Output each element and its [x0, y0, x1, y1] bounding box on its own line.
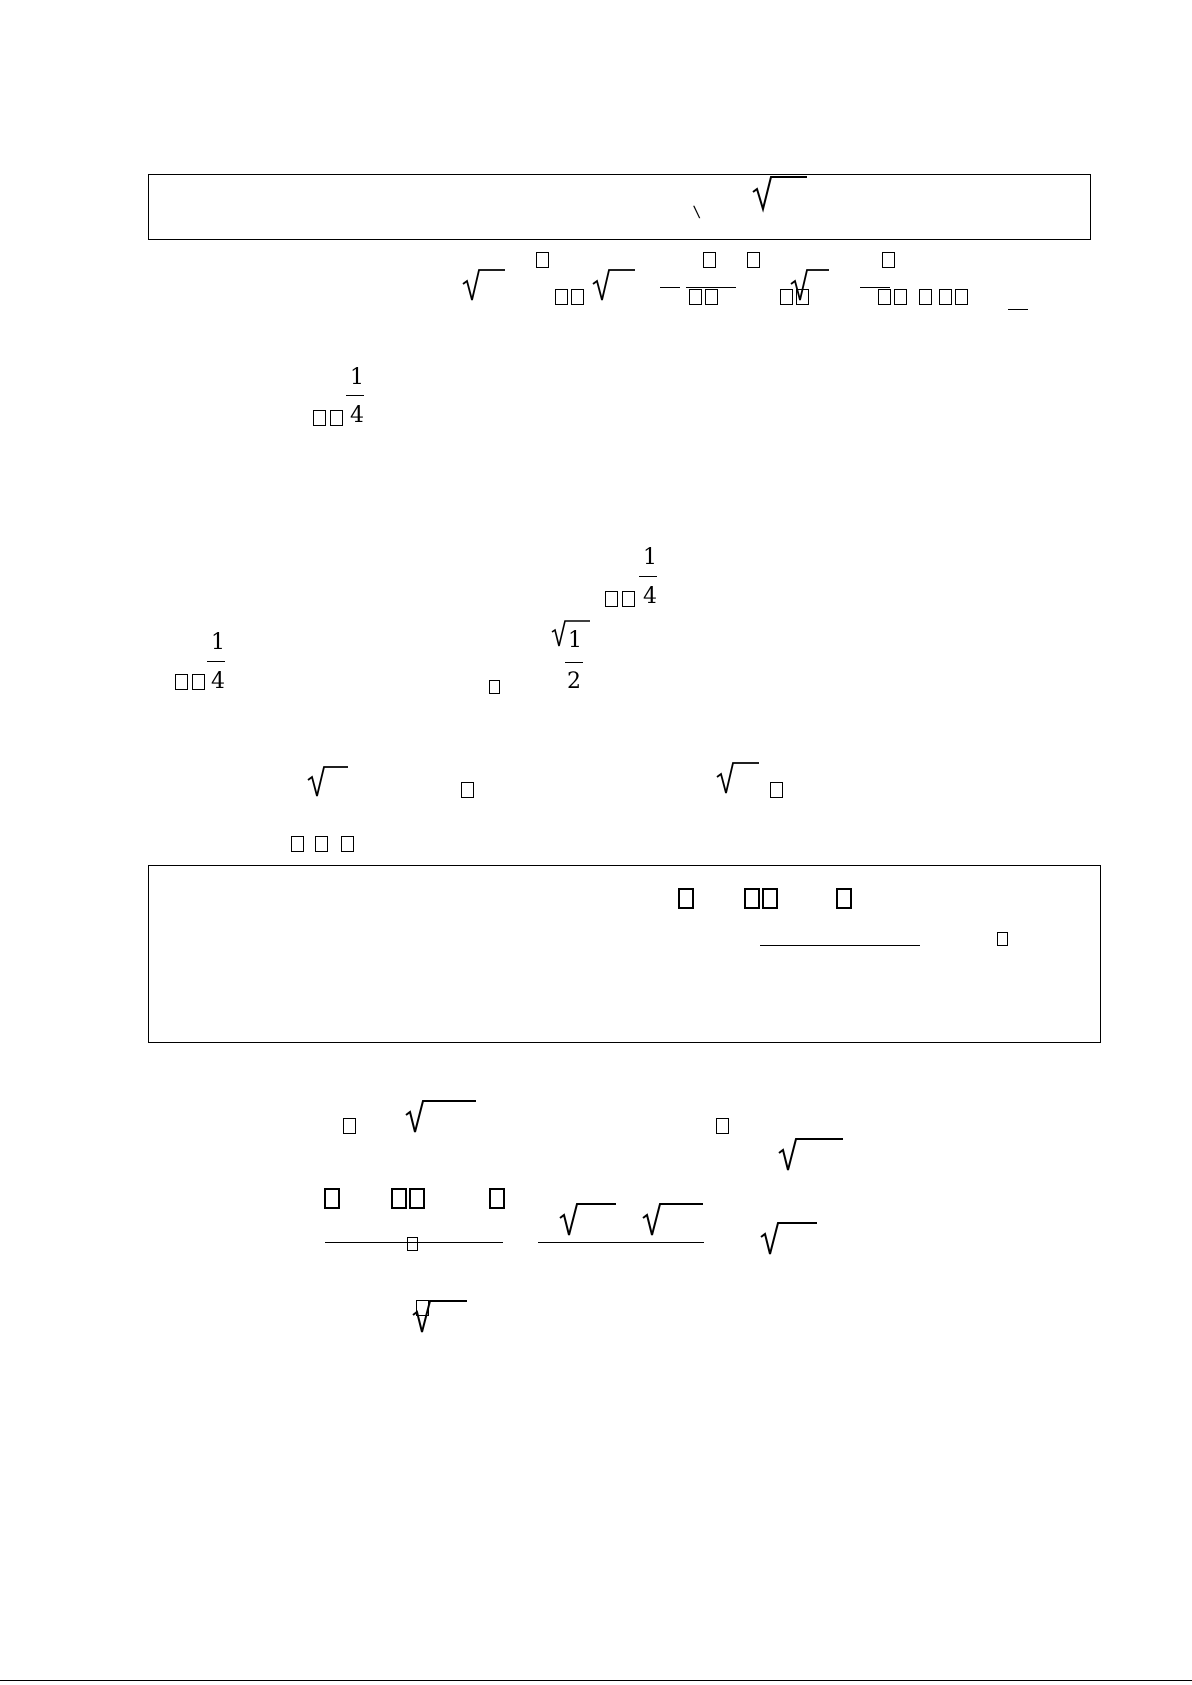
missing-glyph-icon: [407, 1237, 418, 1251]
missing-glyph-icon: [678, 888, 694, 909]
missing-glyph-icon: [555, 289, 568, 305]
radical-sign: [592, 269, 636, 303]
missing-glyph-icon: [747, 252, 760, 268]
fraction-denominator: 4: [211, 669, 225, 694]
radical-sign: [760, 1222, 818, 1256]
radical-sign: [559, 1203, 617, 1237]
fraction-denominator: 4: [350, 403, 364, 428]
missing-glyph-icon: [324, 1188, 340, 1209]
missing-glyph-icon: [703, 252, 716, 268]
missing-glyph-icon: [391, 1188, 407, 1209]
missing-glyph-icon: [622, 591, 635, 607]
missing-glyph-icon: [689, 289, 702, 305]
missing-glyph-icon: [291, 836, 304, 852]
fraction-numerator: 1: [643, 545, 657, 570]
radical-sign: [752, 176, 808, 212]
radical-sign: [778, 1138, 844, 1172]
fraction-bar: [639, 576, 657, 577]
fraction-denominator: 2: [567, 669, 581, 694]
missing-glyph-icon: [192, 674, 205, 690]
missing-glyph-icon: [882, 252, 895, 268]
fraction-denominator: 4: [643, 584, 657, 609]
fraction-numerator: 1: [350, 365, 364, 390]
radical-sign: [716, 762, 760, 796]
fraction-bar: [760, 945, 920, 946]
radical-sign: [405, 1100, 477, 1134]
missing-glyph-icon: [489, 1188, 505, 1209]
radical-sign: [790, 269, 830, 303]
fraction-bar: [565, 662, 583, 663]
radical-sign: [462, 269, 506, 303]
definition-box-1: [148, 174, 1091, 240]
radical-sign: [642, 1203, 704, 1237]
missing-glyph-icon: [341, 836, 354, 852]
footer-rule: [0, 1680, 1192, 1681]
overbar: [1008, 309, 1028, 310]
fraction-bar: [538, 1242, 704, 1243]
missing-glyph-icon: [716, 1118, 729, 1134]
fraction-numerator: 1: [211, 630, 225, 655]
fraction-numerator: 1: [568, 628, 582, 653]
missing-glyph-icon: [343, 1118, 356, 1134]
overbar: [860, 287, 890, 288]
overbar: [686, 287, 736, 288]
missing-glyph-icon: [939, 289, 952, 305]
fraction-bar: [207, 661, 225, 662]
missing-glyph-icon: [894, 289, 907, 305]
missing-glyph-icon: [878, 289, 891, 305]
radical-sign: [412, 1300, 468, 1334]
missing-glyph-icon: [744, 888, 760, 909]
missing-glyph-icon: [489, 680, 500, 694]
missing-glyph-icon: [461, 782, 474, 798]
missing-glyph-icon: [605, 591, 618, 607]
definition-box-2: [148, 865, 1101, 1043]
backslash-glyph: \: [692, 201, 701, 222]
missing-glyph-icon: [330, 410, 343, 426]
overbar: [660, 287, 680, 288]
radical-sign: [307, 766, 349, 798]
missing-glyph-icon: [705, 289, 718, 305]
missing-glyph-icon: [955, 289, 968, 305]
missing-glyph-icon: [919, 289, 932, 305]
missing-glyph-icon: [313, 410, 326, 426]
missing-glyph-icon: [762, 888, 778, 909]
missing-glyph-icon: [836, 888, 852, 909]
missing-glyph-icon: [997, 932, 1008, 946]
missing-glyph-icon: [770, 782, 783, 798]
fraction-bar: [346, 395, 364, 396]
missing-glyph-icon: [571, 289, 584, 305]
missing-glyph-icon: [409, 1188, 425, 1209]
missing-glyph-icon: [536, 252, 549, 268]
missing-glyph-icon: [315, 836, 328, 852]
missing-glyph-icon: [175, 674, 188, 690]
